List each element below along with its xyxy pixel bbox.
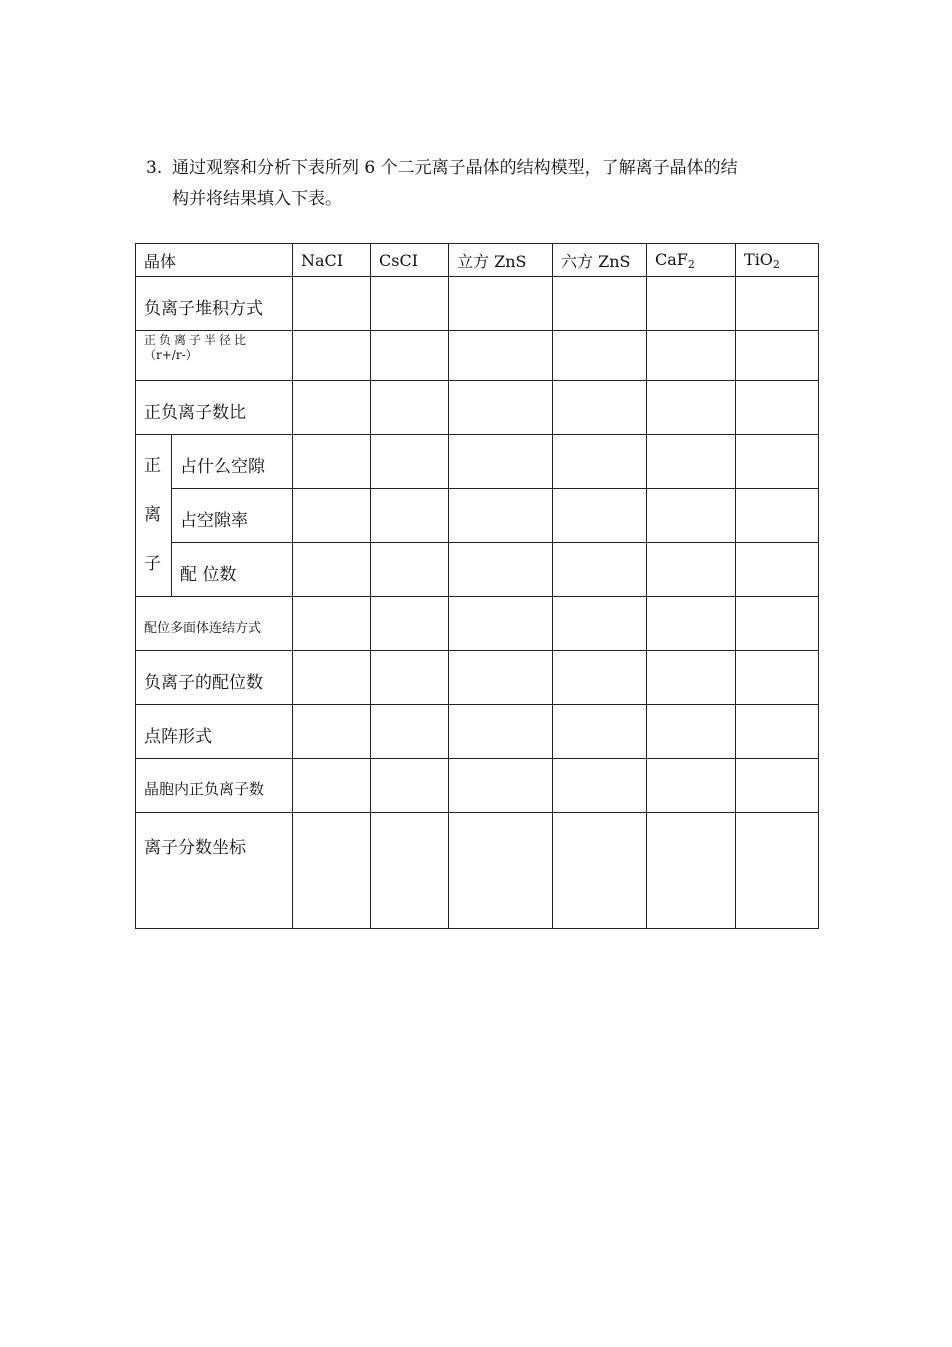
answer-cell[interactable] <box>449 543 553 597</box>
table-row <box>136 277 819 331</box>
table-row <box>136 597 819 651</box>
column-header-caf2: CaF$_2$ <box>647 244 736 277</box>
row-label-cation-coord-number: 配 位数 <box>172 543 293 597</box>
answer-cell[interactable] <box>647 331 736 381</box>
answer-cell[interactable] <box>647 651 736 705</box>
row-label-ions-in-cell: 晶胞内正负离子数 <box>136 759 293 813</box>
row-label-ion-count-ratio: 正负离子数比 <box>136 381 293 435</box>
answer-cell[interactable] <box>736 543 819 597</box>
answer-cell[interactable] <box>736 759 819 813</box>
answer-cell[interactable] <box>736 331 819 381</box>
answer-cell[interactable] <box>293 705 371 759</box>
answer-cell[interactable] <box>371 705 449 759</box>
answer-cell[interactable] <box>371 813 449 929</box>
table-row <box>136 759 819 813</box>
row-label-void-type: 占什么空隙 <box>172 435 293 489</box>
table-row <box>136 489 819 543</box>
table-row <box>136 543 819 597</box>
answer-cell[interactable] <box>371 435 449 489</box>
answer-cell[interactable] <box>371 381 449 435</box>
row-label-polyhedra-linking: 配位多面体连结方式 <box>136 597 293 651</box>
column-header-cubic-zns: 立方 ZnS <box>449 244 553 277</box>
row-label-anion-packing: 负离子堆积方式 <box>136 277 293 331</box>
row-label-lattice-type: 点阵形式 <box>136 705 293 759</box>
answer-cell[interactable] <box>553 759 647 813</box>
table-row <box>136 651 819 705</box>
answer-cell[interactable] <box>553 597 647 651</box>
question-line-2: 构并将结果填入下表。 <box>172 189 342 209</box>
answer-cell[interactable] <box>449 381 553 435</box>
answer-cell[interactable] <box>553 813 647 929</box>
table-row <box>136 813 819 929</box>
row-label-fractional-coords: 离子分数坐标 <box>136 813 293 929</box>
answer-cell[interactable] <box>553 331 647 381</box>
answer-cell[interactable] <box>449 489 553 543</box>
question-line-1: 3. 通过观察和分析下表所列 6 个二元离子晶体的结构模型，了解离子晶体的结 <box>146 153 826 184</box>
answer-cell[interactable] <box>647 381 736 435</box>
answer-cell[interactable] <box>371 277 449 331</box>
column-header-nacl: NaCI <box>293 244 371 277</box>
answer-cell[interactable] <box>449 435 553 489</box>
answer-cell[interactable] <box>553 381 647 435</box>
answer-cell[interactable] <box>736 651 819 705</box>
answer-cell[interactable] <box>293 651 371 705</box>
answer-cell[interactable] <box>553 489 647 543</box>
answer-cell[interactable] <box>553 705 647 759</box>
answer-cell[interactable] <box>736 489 819 543</box>
answer-cell[interactable] <box>449 651 553 705</box>
corner-header: 晶体 <box>136 244 293 277</box>
answer-cell[interactable] <box>449 597 553 651</box>
answer-cell[interactable] <box>736 597 819 651</box>
answer-cell[interactable] <box>736 705 819 759</box>
answer-cell[interactable] <box>553 543 647 597</box>
answer-cell[interactable] <box>736 277 819 331</box>
column-header-hex-zns: 六方 ZnS <box>553 244 647 277</box>
answer-cell[interactable] <box>449 277 553 331</box>
answer-cell[interactable] <box>371 543 449 597</box>
row-label-anion-coord-number: 负离子的配位数 <box>136 651 293 705</box>
answer-cell[interactable] <box>371 489 449 543</box>
answer-cell[interactable] <box>647 813 736 929</box>
answer-cell[interactable] <box>647 597 736 651</box>
answer-cell[interactable] <box>647 277 736 331</box>
answer-cell[interactable] <box>736 381 819 435</box>
crystal-structure-table <box>135 243 819 929</box>
table-row <box>136 435 819 489</box>
answer-cell[interactable] <box>371 759 449 813</box>
answer-cell[interactable] <box>371 651 449 705</box>
answer-cell[interactable] <box>449 813 553 929</box>
column-header-tio2: TiO$_2$ <box>736 244 819 277</box>
answer-cell[interactable] <box>736 813 819 929</box>
answer-cell[interactable] <box>647 543 736 597</box>
answer-cell[interactable] <box>736 435 819 489</box>
answer-cell[interactable] <box>553 277 647 331</box>
table-row <box>136 331 819 381</box>
answer-cell[interactable] <box>371 331 449 381</box>
answer-cell[interactable] <box>553 651 647 705</box>
answer-cell[interactable] <box>449 705 553 759</box>
answer-cell[interactable] <box>647 705 736 759</box>
header-row <box>136 244 819 277</box>
answer-cell[interactable] <box>293 759 371 813</box>
answer-cell[interactable] <box>647 489 736 543</box>
answer-cell[interactable] <box>293 543 371 597</box>
answer-cell[interactable] <box>293 813 371 929</box>
table-row <box>136 381 819 435</box>
question-text <box>146 153 826 215</box>
answer-cell[interactable] <box>293 597 371 651</box>
answer-cell[interactable] <box>293 489 371 543</box>
answer-cell[interactable] <box>647 759 736 813</box>
row-label-radius-ratio: 正负离子半径比 （r+/r-） <box>136 331 293 381</box>
question-number: 3. <box>146 158 163 178</box>
row-group-label-cation: 正 离 子 <box>136 435 172 597</box>
answer-cell[interactable] <box>371 597 449 651</box>
answer-cell[interactable] <box>647 435 736 489</box>
table-row <box>136 705 819 759</box>
answer-cell[interactable] <box>293 331 371 381</box>
answer-cell[interactable] <box>293 381 371 435</box>
answer-cell[interactable] <box>449 759 553 813</box>
row-label-void-rate: 占空隙率 <box>172 489 293 543</box>
answer-cell[interactable] <box>293 277 371 331</box>
column-header-cscl: CsCI <box>371 244 449 277</box>
answer-cell[interactable] <box>449 331 553 381</box>
answer-cell[interactable] <box>553 435 647 489</box>
answer-cell[interactable] <box>293 435 371 489</box>
